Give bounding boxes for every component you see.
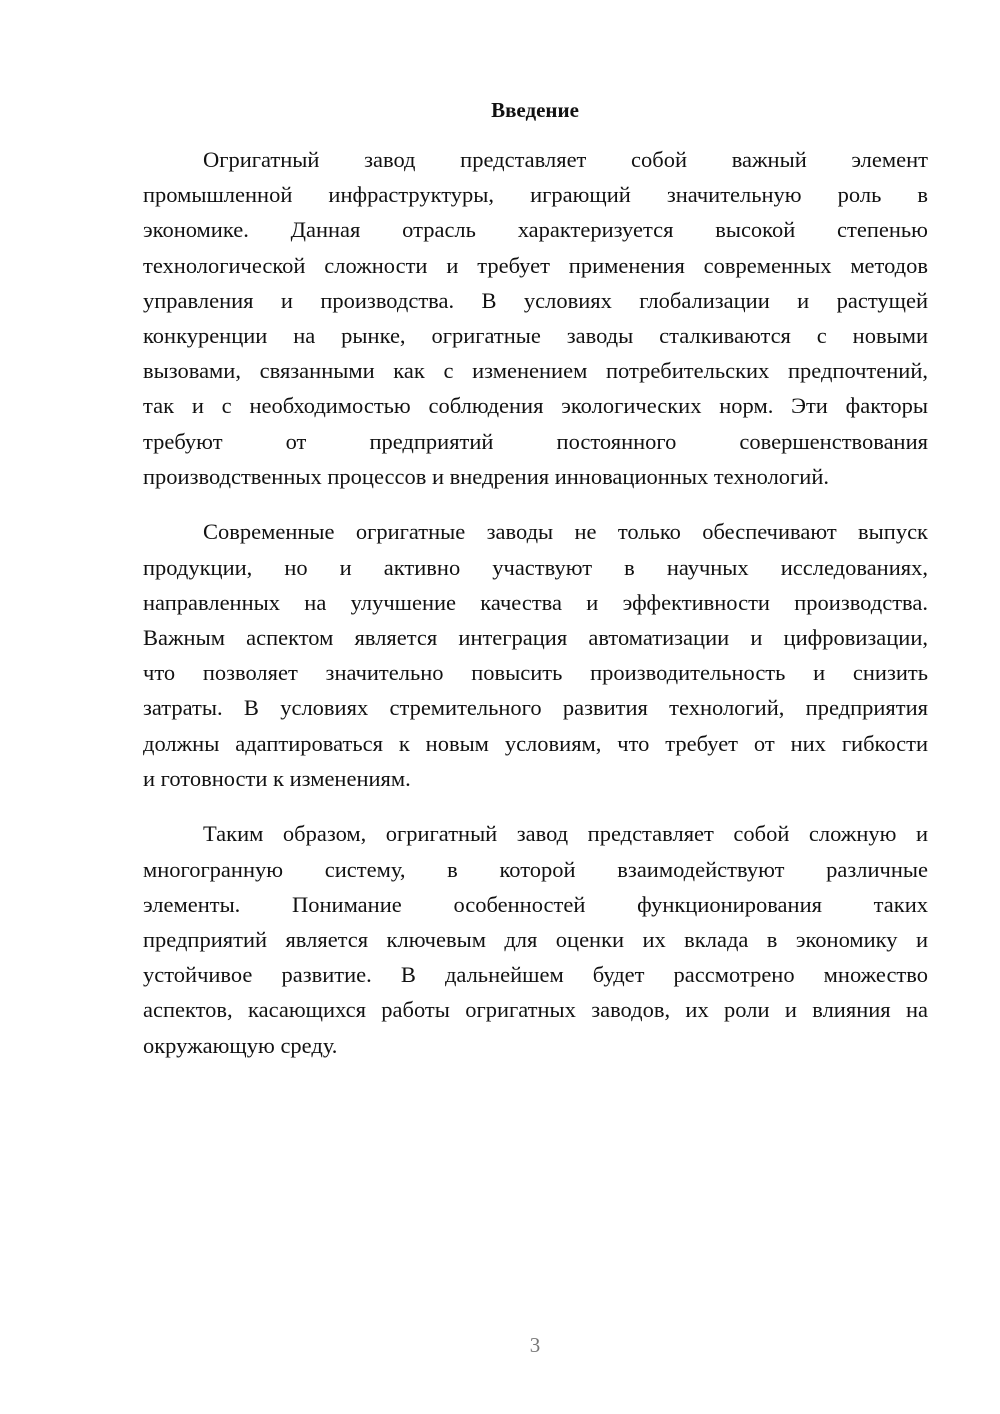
- text-line: продукции, но и активно участвуют в научных исследованиях,: [143, 554, 928, 580]
- text-line: вызовами, связанными как с изменением потребительских предпочтений,: [143, 358, 928, 384]
- text-line: Огригатный завод представляет собой важный элемент: [203, 147, 928, 172]
- text-line: Важным аспектом является интеграция автоматизации и цифровизации,: [143, 624, 928, 650]
- text-line: производственных процессов и внедрения инновационных технологий.: [143, 463, 829, 489]
- text-line: должны адаптироваться к новым условиям, что требует от них гибкости: [143, 730, 928, 756]
- paragraph: [143, 514, 928, 796]
- text-line: промышленной инфраструктуры, играющий значительную роль в: [143, 182, 928, 208]
- paragraph: [143, 142, 928, 494]
- text-line: направленных на улучшение качества и эффективности производства.: [143, 589, 928, 615]
- text-line: затраты. В условиях стремительного развития технологий, предприятия: [143, 695, 928, 721]
- text-line: управления и производства. В условиях глобализации и растущей: [143, 287, 928, 313]
- text-line: конкуренции на рынке, огригатные заводы сталкиваются с новыми: [143, 322, 928, 348]
- text-line: предприятий является ключевым для оценки их вклада в экономику и: [143, 926, 928, 952]
- text-line: устойчивое развитие. В дальнейшем будет рассмотрено множество: [143, 962, 928, 988]
- text-line: технологической сложности и требует применения современных методов: [143, 252, 928, 278]
- text-line: что позволяет значительно повысить производительность и снизить: [143, 660, 928, 686]
- paragraph: [143, 816, 928, 1062]
- text-line: Современные огригатные заводы не только обеспечивают выпуск: [203, 519, 928, 545]
- text-line: и готовности к изменениям.: [143, 765, 411, 791]
- text-line: требуют от предприятий постоянного совершенствования: [143, 428, 928, 454]
- text-line: так и с необходимостью соблюдения экологических норм. Эти факторы: [143, 393, 928, 419]
- page-title: Введение: [491, 98, 579, 122]
- page-number: 3: [529, 1333, 541, 1357]
- text-line: экономике. Данная отрасль характеризуется высокой степенью: [143, 217, 928, 243]
- text-line: многогранную систему, в которой взаимодействуют различные: [143, 856, 928, 882]
- document-body: [143, 142, 928, 1083]
- text-line: Таким образом, огригатный завод представляет собой сложную и: [203, 821, 928, 847]
- text-line: элементы. Понимание особенностей функционирования таких: [143, 891, 928, 917]
- text-line: окружающую среду.: [143, 1032, 338, 1058]
- text-line: аспектов, касающихся работы огригатных заводов, их роли и влияния на: [143, 997, 928, 1023]
